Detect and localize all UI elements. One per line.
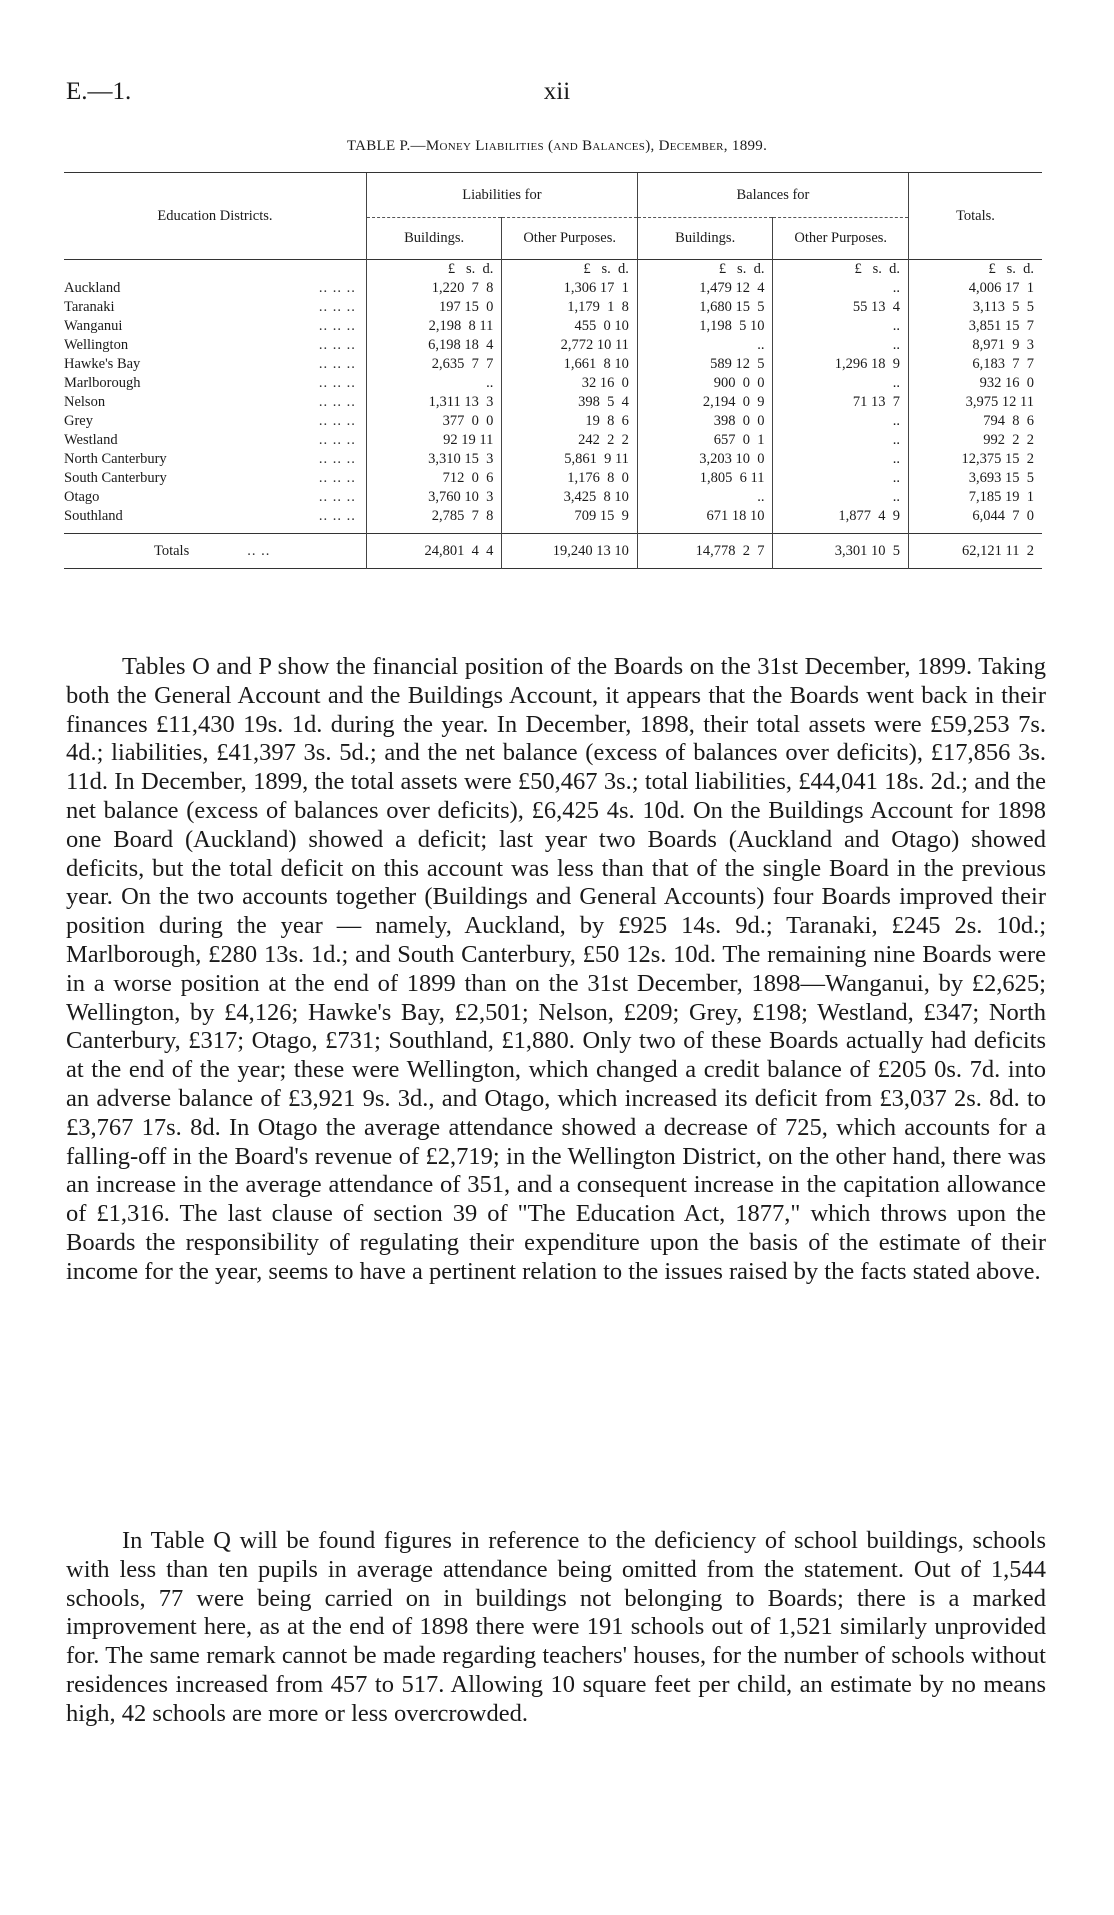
cell-bal-other: .. bbox=[773, 468, 909, 487]
cell-total: 794 8 6 bbox=[908, 411, 1042, 430]
table-title-prefix: TABLE P.— bbox=[346, 138, 426, 154]
cell-liab-other: 3,425 8 10 bbox=[502, 487, 638, 506]
cell-liab-buildings: 2,635 7 7 bbox=[366, 354, 502, 373]
cell-bal-buildings: 589 12 5 bbox=[637, 354, 773, 373]
cell-bal-other: .. bbox=[773, 335, 909, 354]
body-paragraph: In Table Q will be found figures in reference to the deficiency of school buildings, schools with less than ten pupils in average attendance being omitted from the statement. Out of 1,544 schools, 77 were being carried on in buildings not belonging to Boards; there is a marked improvement here, as at the end of 1898 there were 191 schools out of 1,521 similarly unprovided for. The same remark cannot be made regarding teachers' houses, for the number of schools without residences increased from 457 to 517. Allowing 10 square feet per child, an estimate by no means high, 42 schools are more or less overcrowded. bbox=[66, 1527, 1046, 1727]
unit-label: £ s. d. bbox=[908, 260, 1042, 278]
district-name: Hawke's Bay .. .. .. bbox=[64, 355, 356, 372]
district-name: Grey .. .. .. bbox=[64, 412, 356, 429]
table-row bbox=[64, 373, 1042, 392]
total-liab-other: 19,240 13 10 bbox=[502, 534, 638, 569]
cell-liab-other: 5,861 9 11 bbox=[502, 449, 638, 468]
cell-bal-buildings: 3,203 10 0 bbox=[637, 449, 773, 468]
cell-bal-other: .. bbox=[773, 449, 909, 468]
page-reference: E.—1. bbox=[66, 78, 132, 105]
column-header-districts: Education Districts. bbox=[157, 208, 273, 224]
table-row bbox=[64, 297, 1042, 316]
cell-liab-other: 398 5 4 bbox=[502, 392, 638, 411]
district-name: South Canterbury .. .. .. bbox=[64, 469, 356, 486]
cell-bal-other: 71 13 7 bbox=[773, 392, 909, 411]
cell-liab-buildings: 197 15 0 bbox=[366, 297, 502, 316]
cell-bal-buildings: 2,194 0 9 bbox=[637, 392, 773, 411]
total-bal-other: 3,301 10 5 bbox=[773, 534, 909, 569]
cell-bal-buildings: 398 0 0 bbox=[637, 411, 773, 430]
district-name: Auckland .. .. .. bbox=[64, 279, 356, 296]
cell-liab-buildings: .. bbox=[366, 373, 502, 392]
table-row bbox=[64, 411, 1042, 430]
cell-bal-other: .. bbox=[773, 373, 909, 392]
cell-liab-buildings: 92 19 11 bbox=[366, 430, 502, 449]
table-row bbox=[64, 335, 1042, 354]
cell-bal-other: .. bbox=[773, 278, 909, 297]
cell-total: 3,975 12 11 bbox=[908, 392, 1042, 411]
cell-liab-buildings: 377 0 0 bbox=[366, 411, 502, 430]
cell-liab-other: 1,176 8 0 bbox=[502, 468, 638, 487]
district-name: North Canterbury .. .. .. bbox=[64, 450, 356, 467]
cell-bal-other: 1,877 4 9 bbox=[773, 506, 909, 525]
district-name: Otago .. .. .. bbox=[64, 488, 356, 505]
cell-liab-other: 1,306 17 1 bbox=[502, 278, 638, 297]
column-header-totals: Totals. bbox=[908, 173, 1042, 260]
district-name: Taranaki .. .. .. bbox=[64, 298, 356, 315]
district-name: Marlborough .. .. .. bbox=[64, 374, 356, 391]
cell-bal-buildings: 1,198 5 10 bbox=[637, 316, 773, 335]
cell-total: 3,693 15 5 bbox=[908, 468, 1042, 487]
cell-bal-buildings: 1,680 15 5 bbox=[637, 297, 773, 316]
table-row bbox=[64, 487, 1042, 506]
column-header-liabilities: Liabilities for bbox=[366, 173, 637, 217]
cell-total: 12,375 15 2 bbox=[908, 449, 1042, 468]
table-row bbox=[64, 278, 1042, 297]
grand-total: 62,121 11 2 bbox=[908, 534, 1042, 569]
table-row bbox=[64, 354, 1042, 373]
cell-total: 8,971 9 3 bbox=[908, 335, 1042, 354]
cell-liab-buildings: 3,760 10 3 bbox=[366, 487, 502, 506]
unit-label: £ s. d. bbox=[637, 260, 773, 278]
cell-liab-buildings: 6,198 18 4 bbox=[366, 335, 502, 354]
cell-liab-buildings: 1,311 13 3 bbox=[366, 392, 502, 411]
table-row bbox=[64, 430, 1042, 449]
cell-total: 6,044 7 0 bbox=[908, 506, 1042, 525]
cell-bal-buildings: .. bbox=[637, 487, 773, 506]
column-header-bal-buildings: Buildings. bbox=[637, 217, 773, 259]
district-name: Wanganui .. .. .. bbox=[64, 317, 356, 334]
table-row bbox=[64, 468, 1042, 487]
cell-bal-other: .. bbox=[773, 316, 909, 335]
cell-liab-buildings: 2,198 8 11 bbox=[366, 316, 502, 335]
cell-total: 4,006 17 1 bbox=[908, 278, 1042, 297]
page-number: xii bbox=[543, 78, 571, 105]
cell-total: 7,185 19 1 bbox=[908, 487, 1042, 506]
cell-bal-buildings: 671 18 10 bbox=[637, 506, 773, 525]
table-title bbox=[0, 138, 1114, 155]
totals-label: Totals .. .. bbox=[154, 543, 271, 559]
unit-label: £ s. d. bbox=[502, 260, 638, 278]
cell-total: 3,113 5 5 bbox=[908, 297, 1042, 316]
unit-label: £ s. d. bbox=[773, 260, 909, 278]
cell-bal-buildings: 657 0 1 bbox=[637, 430, 773, 449]
cell-liab-buildings: 3,310 15 3 bbox=[366, 449, 502, 468]
column-header-bal-other: Other Purposes. bbox=[773, 217, 909, 259]
cell-liab-buildings: 2,785 7 8 bbox=[366, 506, 502, 525]
cell-total: 3,851 15 7 bbox=[908, 316, 1042, 335]
cell-bal-other: 55 13 4 bbox=[773, 297, 909, 316]
cell-total: 992 2 2 bbox=[908, 430, 1042, 449]
body-paragraph: Tables O and P show the financial position of the Boards on the 31st December, 1899. Taking both the General Account and the Buildings Account, it appears that the Boards went back in their finances £11,430 19s. 1d. during the year. In December, 1898, their total assets were £59,253 7s. 4d.; liabilities, £41,397 3s. 5d.; and the net balance (excess of balances over deficits), £17,856 3s. 11d. In December, 1899, the total assets were £50,467 3s.; total liabilities, £44,041 18s. 2d.; and the net balance (excess of balances over deficits), £6,425 4s. 10d. On the Buildings Account for 1898 one Board (Auckland) showed a deficit; last year two Boards (Auckland and Otago) showed deficits, but the total deficit on this account was less than that of the single Board in the previous year. On the two accounts together (Buildings and General Accounts) four Boards improved their position during the year — namely, Auckland, by £925 14s. 9d.; Taranaki, £245 2s. 10d.; Marlborough, £280 13s. 1d.; and South Canterbury, £50 12s. 10d. The remaining nine Boards were in a worse position at the end of 1899 than on the 31st December, 1898—Wanganui, by £2,625; Wellington, by £4,126; Hawke's Bay, £2,501; Nelson, £209; Grey, £198; Westland, £347; North Canterbury, £317; Otago, £731; Southland, £1,880. Only two of these Boards actually had deficits at the end of the year; these were Wellington, which changed a credit balance of £205 0s. 7d. into an adverse balance of £3,921 9s. 3d., and Otago, which increased its deficit from £3,037 2s. 8d. to £3,767 17s. 8d. In Otago the average attendance showed a decrease of 725, which accounts for a falling-off in the Board's revenue of £2,719; in the Wellington District, on the other hand, there was an increase in the average attendance of 351, and a consequent increase in the capitation allowance of £1,316. The last clause of section 39 of "The Education Act, 1877," which throws upon the Boards the responsibility of regulating their expenditure upon the basis of the estimate of their income for the year, seems to have a pertinent relation to the issues raised by the facts stated above. bbox=[66, 653, 1046, 1285]
cell-bal-other: .. bbox=[773, 430, 909, 449]
cell-liab-buildings: 712 0 6 bbox=[366, 468, 502, 487]
cell-liab-buildings: 1,220 7 8 bbox=[366, 278, 502, 297]
cell-liab-other: 32 16 0 bbox=[502, 373, 638, 392]
money-liabilities-table bbox=[64, 172, 1042, 569]
cell-bal-other: .. bbox=[773, 487, 909, 506]
table-row bbox=[64, 506, 1042, 525]
cell-liab-other: 455 0 10 bbox=[502, 316, 638, 335]
cell-liab-other: 1,661 8 10 bbox=[502, 354, 638, 373]
unit-label: £ s. d. bbox=[366, 260, 502, 278]
cell-liab-other: 1,179 1 8 bbox=[502, 297, 638, 316]
table-row bbox=[64, 392, 1042, 411]
totals-row bbox=[64, 534, 1042, 569]
total-bal-buildings: 14,778 2 7 bbox=[637, 534, 773, 569]
district-name: Southland .. .. .. bbox=[64, 507, 356, 524]
cell-bal-buildings: .. bbox=[637, 335, 773, 354]
cell-total: 932 16 0 bbox=[908, 373, 1042, 392]
cell-liab-other: 709 15 9 bbox=[502, 506, 638, 525]
cell-bal-buildings: 900 0 0 bbox=[637, 373, 773, 392]
table-row bbox=[64, 449, 1042, 468]
column-header-balances: Balances for bbox=[637, 173, 908, 217]
cell-bal-other: .. bbox=[773, 411, 909, 430]
cell-total: 6,183 7 7 bbox=[908, 354, 1042, 373]
district-name: Nelson .. .. .. bbox=[64, 393, 356, 410]
column-header-liab-other: Other Purposes. bbox=[502, 217, 638, 259]
cell-liab-other: 19 8 6 bbox=[502, 411, 638, 430]
total-liab-buildings: 24,801 4 4 bbox=[366, 534, 502, 569]
table-title-body: Money Liabilities (and Balances), December, 1899. bbox=[425, 138, 768, 154]
cell-liab-other: 242 2 2 bbox=[502, 430, 638, 449]
cell-liab-other: 2,772 10 11 bbox=[502, 335, 638, 354]
district-name: Westland .. .. .. bbox=[64, 431, 356, 448]
column-header-liab-buildings: Buildings. bbox=[366, 217, 502, 259]
cell-bal-buildings: 1,479 12 4 bbox=[637, 278, 773, 297]
cell-bal-buildings: 1,805 6 11 bbox=[637, 468, 773, 487]
district-name: Wellington .. .. .. bbox=[64, 336, 356, 353]
cell-bal-other: 1,296 18 9 bbox=[773, 354, 909, 373]
table-row bbox=[64, 316, 1042, 335]
